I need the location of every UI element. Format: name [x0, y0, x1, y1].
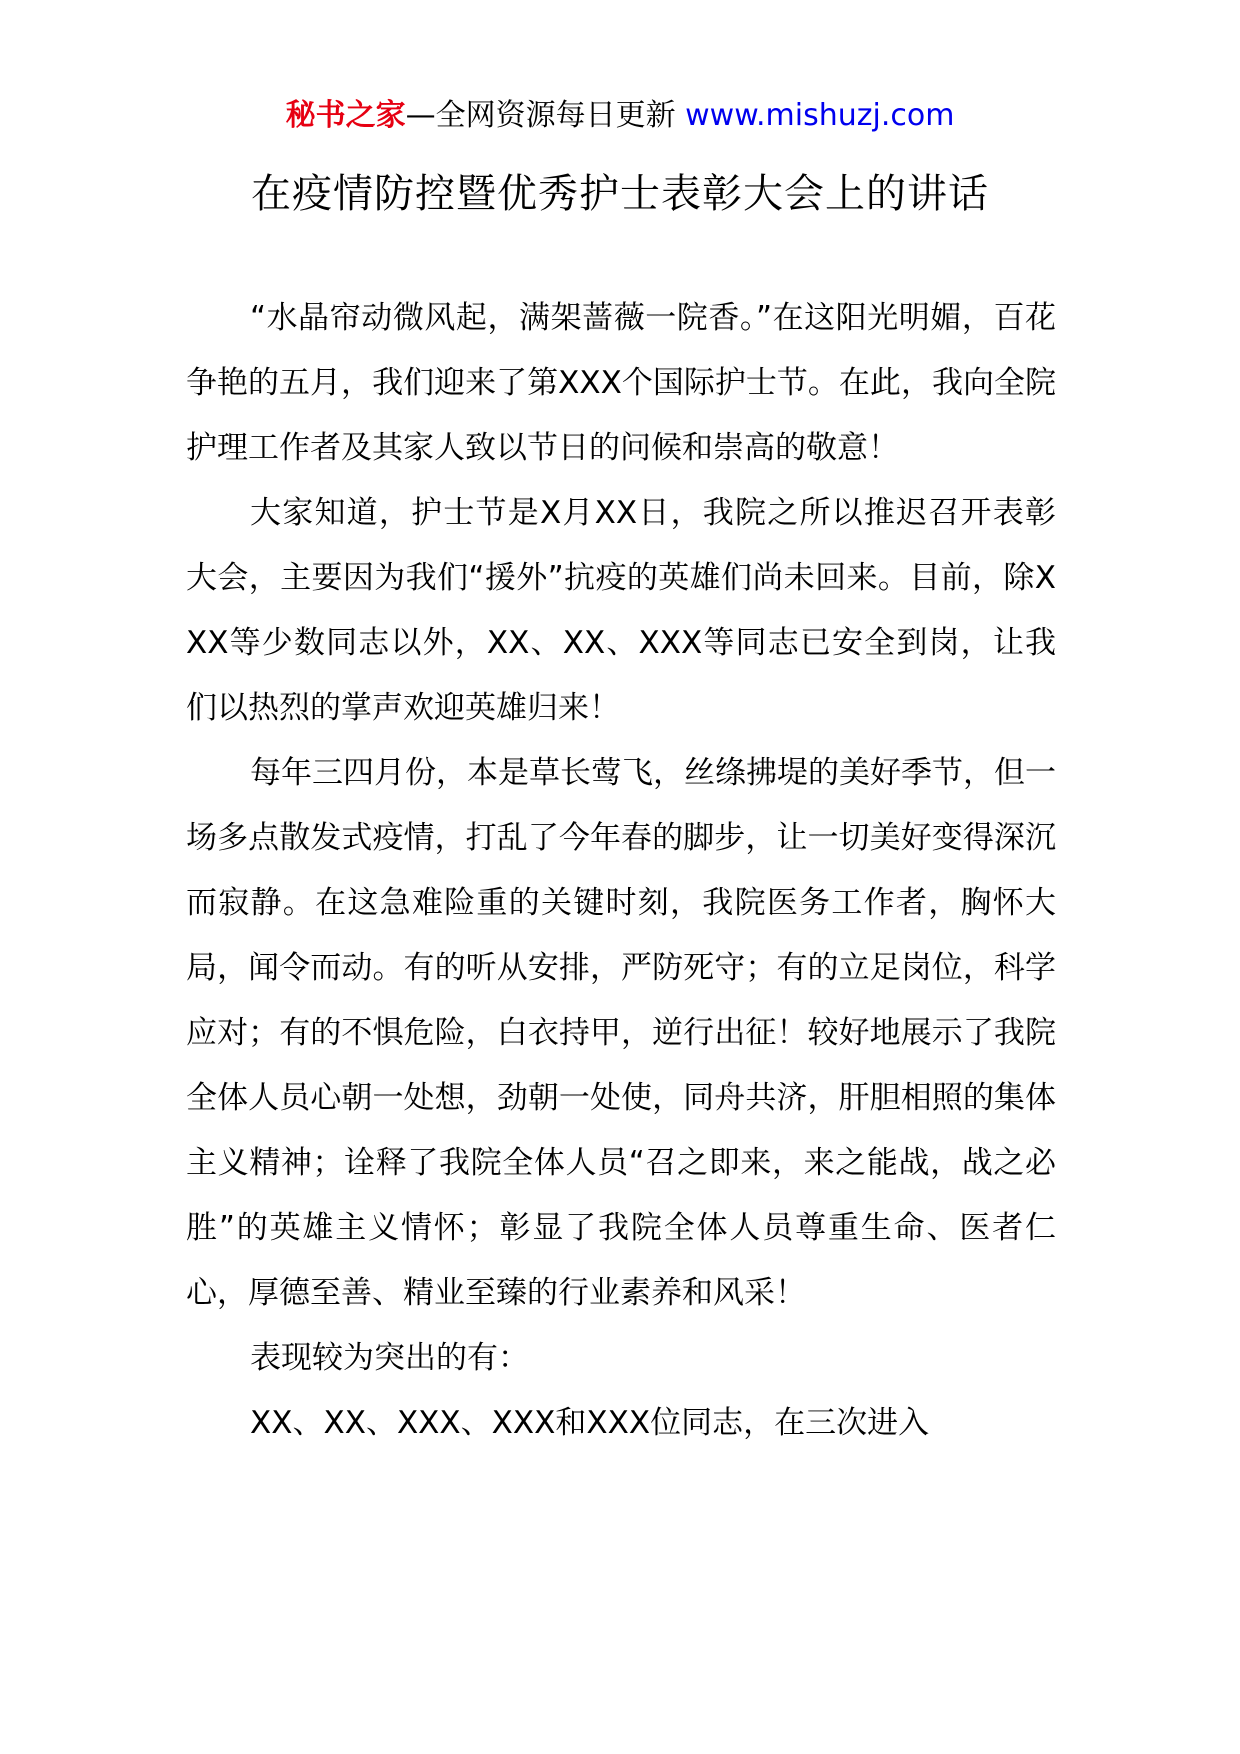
brand-name: 秘书之家	[285, 98, 406, 133]
paragraph-2: 大家知道，护士节是X月XX日，我院之所以推迟召开表彰大会，主要因为我们“援外”抗疫的英雄们尚未回来。目前，除XXX等少数同志以外，XX、XX、XXX等同志已安全到岗，让我们以热烈的掌声欢迎英雄归来！	[186, 495, 1056, 726]
paragraph-4: 表现较为突出的有：	[250, 1340, 529, 1376]
document-title: 在疫情防控暨优秀护士表彰大会上的讲话	[251, 171, 989, 217]
paragraph-5: XX、XX、XXX、XXX和XXX位同志，在三次进入	[250, 1405, 930, 1441]
site-url-link[interactable]: www.mishuzj.com	[685, 98, 955, 133]
header-tagline: —全网资源每日更新	[405, 98, 686, 133]
paragraph-3: 每年三四月份，本是草长莺飞，丝绦拂堤的美好季节，但一场多点散发式疫情，打乱了今年春的脚步，让一切美好变得深沉而寂静。在这急难险重的关键时刻，我院医务工作者，胸怀大局，闻令而动。有的听从安排，严防死守；有的立足岗位，科学应对；有的不惧危险，白衣持甲，逆行出征！较好地展示了我院全体人员心朝一处想，劲朝一处使，同舟共济，肝胆相照的集体主义精神；诠释了我院全体人员“召之即来，来之能战，战之必胜”的英雄主义情怀；彰显了我院全体人员尊重生命、医者仁心，厚德至善、精业至臻的行业素养和风采！	[186, 755, 1056, 1311]
document-body	[186, 286, 1056, 1456]
site-header	[0, 96, 1240, 136]
paragraph-1: “水晶帘动微风起，满架蔷薇一院香。”在这阳光明媚，百花争艳的五月，我们迎来了第XXX个国际护士节。在此，我向全院护理工作者及其家人致以节日的问候和崇高的敬意！	[186, 300, 1056, 466]
